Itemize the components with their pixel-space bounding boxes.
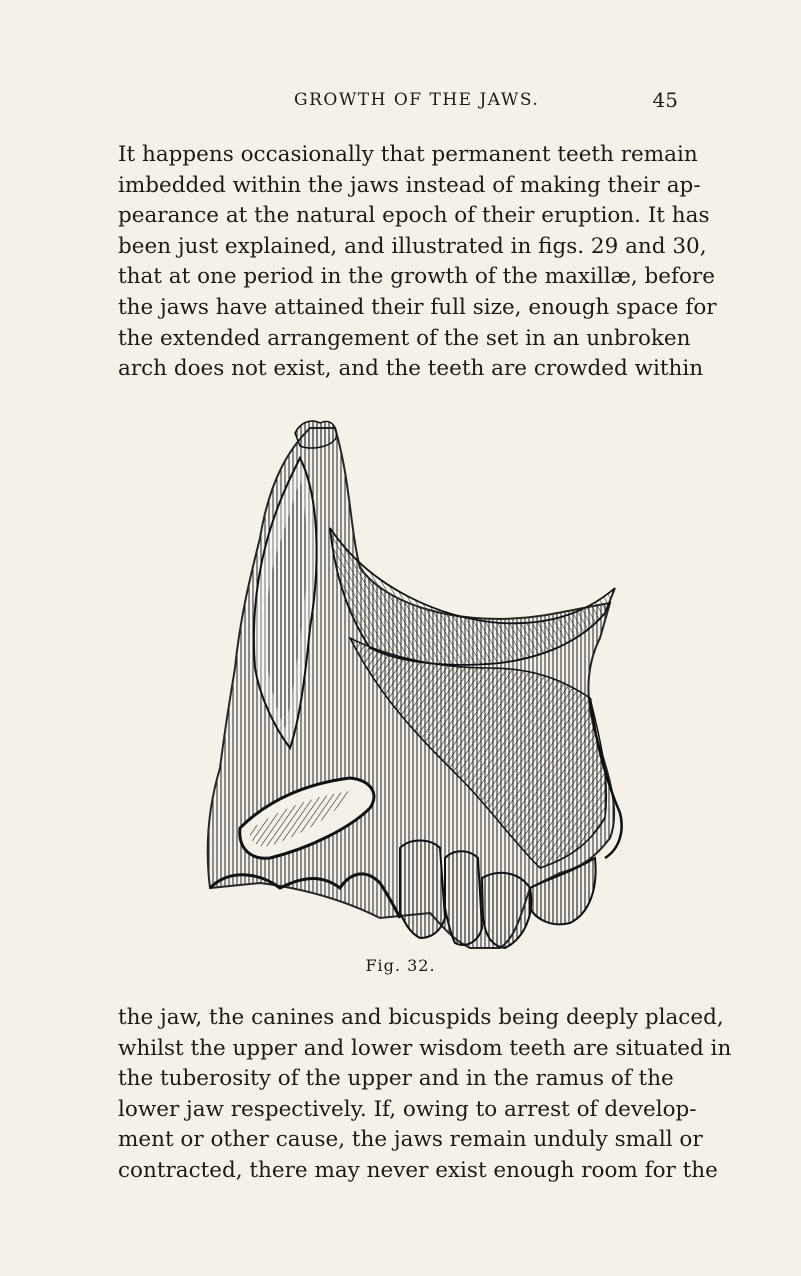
paragraph-2 bbox=[118, 1003, 732, 1187]
text-line: It happens occasionally that permanent teeth remain bbox=[118, 142, 698, 167]
text-line: pearance at the natural epoch of their eruption. It has bbox=[118, 203, 710, 229]
paragraph-1 bbox=[118, 140, 717, 385]
text-line: been just explained, and illustrated in figs. 29 and 30, bbox=[118, 233, 707, 259]
text-line: contracted, there may never exist enough room for the bbox=[118, 1157, 718, 1183]
text-line: ment or other cause, the jaws remain unduly small or bbox=[118, 1127, 703, 1153]
running-title: GROWTH OF THE JAWS. bbox=[294, 90, 540, 110]
page-number: 45 bbox=[652, 88, 678, 112]
top-crown bbox=[295, 421, 336, 448]
text-line: the jaws have attained their full size, enough space for bbox=[118, 294, 717, 320]
text-line: the jaw, the canines and bicuspids being deeply placed, bbox=[118, 1005, 724, 1030]
text-line: the tuberosity of the upper and in the ramus of the bbox=[118, 1066, 674, 1092]
text-line: imbedded within the jaws instead of making their ap- bbox=[118, 172, 701, 198]
text-line: arch does not exist, and the teeth are crowded within bbox=[118, 356, 704, 382]
text-line: that at one period in the growth of the maxillæ, before bbox=[118, 264, 715, 290]
running-head bbox=[118, 90, 678, 116]
text-line: the extended arrangement of the set in an unbroken bbox=[118, 325, 691, 351]
text-line: lower jaw respectively. If, owing to arrest of develop- bbox=[118, 1096, 697, 1122]
jaw-illustration bbox=[200, 418, 630, 958]
figure-caption: Fig. 32. bbox=[365, 956, 436, 975]
text-line: whilst the upper and lower wisdom teeth are situated in bbox=[118, 1035, 732, 1061]
